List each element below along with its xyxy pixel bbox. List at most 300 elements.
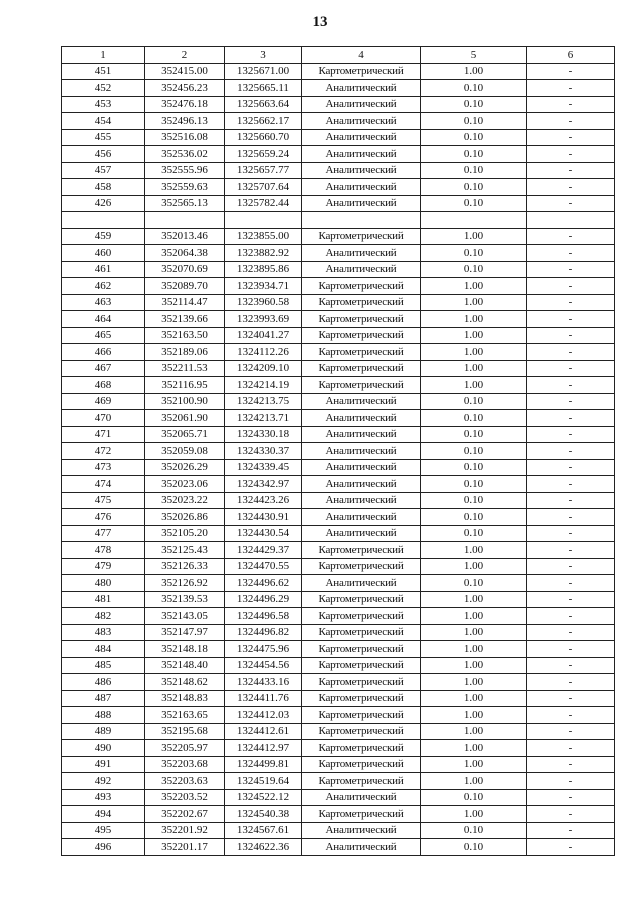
y-coordinate-cell: 1323895.86: [225, 261, 302, 278]
accuracy-cell: 1.00: [421, 278, 527, 295]
note-cell: -: [527, 822, 615, 839]
table-row: [62, 806, 615, 823]
accuracy-cell: 0.10: [421, 459, 527, 476]
accuracy-cell: 0.10: [421, 129, 527, 146]
point-number-cell: 487: [62, 690, 145, 707]
note-cell: -: [527, 344, 615, 361]
table-row: [62, 228, 615, 245]
y-coordinate-cell: 1324496.62: [225, 575, 302, 592]
method-cell: Аналитический: [302, 509, 421, 526]
y-coordinate-cell: 1324412.97: [225, 740, 302, 757]
table-row: [62, 344, 615, 361]
x-coordinate-cell: 352089.70: [145, 278, 225, 295]
method-cell: Аналитический: [302, 129, 421, 146]
point-number-cell: 473: [62, 459, 145, 476]
point-number-cell: 457: [62, 162, 145, 179]
y-coordinate-cell: 1323934.71: [225, 278, 302, 295]
accuracy-cell: 0.10: [421, 525, 527, 542]
table-body: [62, 63, 615, 855]
point-number-cell: 451: [62, 63, 145, 80]
method-cell: Картометрический: [302, 63, 421, 80]
note-cell: -: [527, 146, 615, 163]
point-number-cell: 475: [62, 492, 145, 509]
y-coordinate-cell: 1324213.71: [225, 410, 302, 427]
accuracy-cell: 0.10: [421, 822, 527, 839]
accuracy-cell: 0.10: [421, 476, 527, 493]
point-number-cell: 491: [62, 756, 145, 773]
method-cell: Аналитический: [302, 96, 421, 113]
x-coordinate-cell: 352415.00: [145, 63, 225, 80]
accuracy-cell: 0.10: [421, 245, 527, 262]
table-row: [62, 789, 615, 806]
accuracy-cell: 1.00: [421, 228, 527, 245]
y-coordinate-cell: 1325665.11: [225, 80, 302, 97]
column-header: 1: [62, 47, 145, 64]
x-coordinate-cell: 352023.22: [145, 492, 225, 509]
table-row: [62, 542, 615, 559]
method-cell: Аналитический: [302, 113, 421, 130]
note-cell: -: [527, 542, 615, 559]
method-cell: Картометрический: [302, 756, 421, 773]
y-coordinate-cell: 1324342.97: [225, 476, 302, 493]
table-row: [62, 525, 615, 542]
point-number-cell: 459: [62, 228, 145, 245]
y-coordinate-cell: 1324475.96: [225, 641, 302, 658]
table-row: [62, 443, 615, 460]
x-coordinate-cell: 352061.90: [145, 410, 225, 427]
accuracy-cell: 1.00: [421, 806, 527, 823]
x-coordinate-cell: 352125.43: [145, 542, 225, 559]
note-cell: -: [527, 377, 615, 394]
x-coordinate-cell: 352023.06: [145, 476, 225, 493]
x-coordinate-cell: 352205.97: [145, 740, 225, 757]
accuracy-cell: 1.00: [421, 558, 527, 575]
y-coordinate-cell: 1324454.56: [225, 657, 302, 674]
method-cell: Картометрический: [302, 278, 421, 295]
note-cell: -: [527, 476, 615, 493]
x-coordinate-cell: 352143.05: [145, 608, 225, 625]
x-coordinate-cell: 352211.53: [145, 360, 225, 377]
table-row: [62, 740, 615, 757]
x-coordinate-cell: 352139.53: [145, 591, 225, 608]
note-cell: -: [527, 360, 615, 377]
note-cell: -: [527, 245, 615, 262]
accuracy-cell: 1.00: [421, 311, 527, 328]
table-row: [62, 641, 615, 658]
table-row: [62, 822, 615, 839]
method-cell: Аналитический: [302, 459, 421, 476]
y-coordinate-cell: 1323960.58: [225, 294, 302, 311]
y-coordinate-cell: 1324496.58: [225, 608, 302, 625]
method-cell: Картометрический: [302, 806, 421, 823]
table-row: [62, 63, 615, 80]
y-coordinate-cell: 1324112.26: [225, 344, 302, 361]
method-cell: Картометрический: [302, 228, 421, 245]
table-row: [62, 723, 615, 740]
point-number-cell: 471: [62, 426, 145, 443]
point-number-cell: 458: [62, 179, 145, 196]
y-coordinate-cell: 1324430.91: [225, 509, 302, 526]
table-row: [62, 674, 615, 691]
x-coordinate-cell: 352116.95: [145, 377, 225, 394]
y-coordinate-cell: 1324567.61: [225, 822, 302, 839]
y-coordinate-cell: 1325671.00: [225, 63, 302, 80]
table-row: [62, 608, 615, 625]
x-coordinate-cell: 352026.29: [145, 459, 225, 476]
note-cell: -: [527, 756, 615, 773]
y-coordinate-cell: 1324622.36: [225, 839, 302, 856]
note-cell: -: [527, 575, 615, 592]
y-coordinate-cell: 1324496.29: [225, 591, 302, 608]
x-coordinate-cell: 352147.97: [145, 624, 225, 641]
method-cell: Аналитический: [302, 575, 421, 592]
x-coordinate-cell: 352064.38: [145, 245, 225, 262]
accuracy-cell: 1.00: [421, 542, 527, 559]
x-coordinate-cell: 352126.33: [145, 558, 225, 575]
y-coordinate-cell: 1324496.82: [225, 624, 302, 641]
x-coordinate-cell: 352114.47: [145, 294, 225, 311]
x-coordinate-cell: 352163.50: [145, 327, 225, 344]
x-coordinate-cell: 352148.62: [145, 674, 225, 691]
table-row: [62, 212, 615, 229]
point-number-cell: [62, 212, 145, 229]
x-coordinate-cell: 352203.68: [145, 756, 225, 773]
accuracy-cell: 0.10: [421, 426, 527, 443]
accuracy-cell: 1.00: [421, 624, 527, 641]
x-coordinate-cell: 352516.08: [145, 129, 225, 146]
note-cell: -: [527, 294, 615, 311]
note-cell: -: [527, 459, 615, 476]
x-coordinate-cell: 352456.23: [145, 80, 225, 97]
x-coordinate-cell: 352203.52: [145, 789, 225, 806]
method-cell: Аналитический: [302, 245, 421, 262]
x-coordinate-cell: 352100.90: [145, 393, 225, 410]
table-row: [62, 261, 615, 278]
method-cell: Аналитический: [302, 789, 421, 806]
column-header: 3: [225, 47, 302, 64]
y-coordinate-cell: 1324540.38: [225, 806, 302, 823]
x-coordinate-cell: 352555.96: [145, 162, 225, 179]
accuracy-cell: 1.00: [421, 591, 527, 608]
x-coordinate-cell: 352565.13: [145, 195, 225, 212]
note-cell: -: [527, 806, 615, 823]
x-coordinate-cell: 352139.66: [145, 311, 225, 328]
method-cell: Картометрический: [302, 591, 421, 608]
point-number-cell: 481: [62, 591, 145, 608]
method-cell: Картометрический: [302, 657, 421, 674]
note-cell: -: [527, 839, 615, 856]
column-header: 6: [527, 47, 615, 64]
x-coordinate-cell: 352070.69: [145, 261, 225, 278]
note-cell: -: [527, 657, 615, 674]
x-coordinate-cell: 352105.20: [145, 525, 225, 542]
point-number-cell: 456: [62, 146, 145, 163]
accuracy-cell: 0.10: [421, 393, 527, 410]
accuracy-cell: 1.00: [421, 377, 527, 394]
method-cell: Картометрический: [302, 360, 421, 377]
point-number-cell: 463: [62, 294, 145, 311]
table-row: [62, 575, 615, 592]
y-coordinate-cell: 1324412.61: [225, 723, 302, 740]
point-number-cell: 426: [62, 195, 145, 212]
accuracy-cell: 0.10: [421, 789, 527, 806]
x-coordinate-cell: 352148.83: [145, 690, 225, 707]
x-coordinate-cell: 352536.02: [145, 146, 225, 163]
table-row: [62, 96, 615, 113]
x-coordinate-cell: 352202.67: [145, 806, 225, 823]
point-number-cell: 452: [62, 80, 145, 97]
table-row: [62, 179, 615, 196]
point-number-cell: 483: [62, 624, 145, 641]
table-row: [62, 426, 615, 443]
table-row: [62, 245, 615, 262]
accuracy-cell: [421, 212, 527, 229]
header-row: [62, 47, 615, 64]
note-cell: -: [527, 525, 615, 542]
table-row: [62, 80, 615, 97]
accuracy-cell: 1.00: [421, 773, 527, 790]
table-row: [62, 476, 615, 493]
note-cell: -: [527, 591, 615, 608]
accuracy-cell: 1.00: [421, 657, 527, 674]
note-cell: -: [527, 707, 615, 724]
table-row: [62, 311, 615, 328]
accuracy-cell: 0.10: [421, 179, 527, 196]
accuracy-cell: 1.00: [421, 690, 527, 707]
y-coordinate-cell: 1323993.69: [225, 311, 302, 328]
method-cell: Картометрический: [302, 624, 421, 641]
table-row: [62, 195, 615, 212]
note-cell: -: [527, 261, 615, 278]
accuracy-cell: 0.10: [421, 839, 527, 856]
accuracy-cell: 0.10: [421, 113, 527, 130]
table-row: [62, 839, 615, 856]
y-coordinate-cell: 1324430.54: [225, 525, 302, 542]
method-cell: Аналитический: [302, 410, 421, 427]
method-cell: Картометрический: [302, 542, 421, 559]
x-coordinate-cell: 352189.06: [145, 344, 225, 361]
point-number-cell: 484: [62, 641, 145, 658]
table-row: [62, 707, 615, 724]
point-number-cell: 472: [62, 443, 145, 460]
accuracy-cell: 0.10: [421, 509, 527, 526]
note-cell: -: [527, 723, 615, 740]
point-number-cell: 476: [62, 509, 145, 526]
note-cell: -: [527, 690, 615, 707]
point-number-cell: 455: [62, 129, 145, 146]
point-number-cell: 453: [62, 96, 145, 113]
y-coordinate-cell: 1324041.27: [225, 327, 302, 344]
note-cell: -: [527, 558, 615, 575]
note-cell: -: [527, 80, 615, 97]
method-cell: Аналитический: [302, 146, 421, 163]
y-coordinate-cell: 1325662.17: [225, 113, 302, 130]
table-row: [62, 657, 615, 674]
table-row: [62, 756, 615, 773]
note-cell: -: [527, 443, 615, 460]
accuracy-cell: 0.10: [421, 80, 527, 97]
y-coordinate-cell: 1324411.76: [225, 690, 302, 707]
point-number-cell: 482: [62, 608, 145, 625]
accuracy-cell: 0.10: [421, 443, 527, 460]
point-number-cell: 495: [62, 822, 145, 839]
note-cell: -: [527, 789, 615, 806]
accuracy-cell: 0.10: [421, 410, 527, 427]
note-cell: -: [527, 492, 615, 509]
method-cell: Картометрический: [302, 327, 421, 344]
point-number-cell: 470: [62, 410, 145, 427]
x-coordinate-cell: 352013.46: [145, 228, 225, 245]
note-cell: -: [527, 228, 615, 245]
note-cell: -: [527, 195, 615, 212]
point-number-cell: 461: [62, 261, 145, 278]
table-row: [62, 393, 615, 410]
method-cell: Картометрический: [302, 674, 421, 691]
note-cell: -: [527, 162, 615, 179]
method-cell: Картометрический: [302, 773, 421, 790]
y-coordinate-cell: 1325660.70: [225, 129, 302, 146]
x-coordinate-cell: [145, 212, 225, 229]
note-cell: -: [527, 96, 615, 113]
y-coordinate-cell: 1324412.03: [225, 707, 302, 724]
coordinates-table: [61, 46, 615, 856]
note-cell: -: [527, 129, 615, 146]
table-row: [62, 162, 615, 179]
x-coordinate-cell: 352476.18: [145, 96, 225, 113]
method-cell: Аналитический: [302, 443, 421, 460]
accuracy-cell: 1.00: [421, 756, 527, 773]
point-number-cell: 468: [62, 377, 145, 394]
point-number-cell: 493: [62, 789, 145, 806]
table-row: [62, 113, 615, 130]
table-row: [62, 278, 615, 295]
note-cell: -: [527, 426, 615, 443]
note-cell: -: [527, 278, 615, 295]
accuracy-cell: 1.00: [421, 327, 527, 344]
table-header: [62, 47, 615, 64]
column-header: 5: [421, 47, 527, 64]
table-row: [62, 146, 615, 163]
accuracy-cell: 1.00: [421, 707, 527, 724]
x-coordinate-cell: 352559.63: [145, 179, 225, 196]
column-header: 4: [302, 47, 421, 64]
method-cell: [302, 212, 421, 229]
method-cell: Аналитический: [302, 426, 421, 443]
y-coordinate-cell: 1324330.18: [225, 426, 302, 443]
point-number-cell: 465: [62, 327, 145, 344]
y-coordinate-cell: 1325707.64: [225, 179, 302, 196]
y-coordinate-cell: 1324213.75: [225, 393, 302, 410]
y-coordinate-cell: 1325663.64: [225, 96, 302, 113]
method-cell: Картометрический: [302, 690, 421, 707]
accuracy-cell: 0.10: [421, 575, 527, 592]
y-coordinate-cell: 1324330.37: [225, 443, 302, 460]
y-coordinate-cell: 1324522.12: [225, 789, 302, 806]
method-cell: Аналитический: [302, 492, 421, 509]
note-cell: -: [527, 393, 615, 410]
y-coordinate-cell: [225, 212, 302, 229]
table-row: [62, 459, 615, 476]
table-row: [62, 690, 615, 707]
method-cell: Аналитический: [302, 195, 421, 212]
point-number-cell: 474: [62, 476, 145, 493]
method-cell: Аналитический: [302, 525, 421, 542]
table-row: [62, 294, 615, 311]
note-cell: -: [527, 311, 615, 328]
table-row: [62, 377, 615, 394]
table-row: [62, 558, 615, 575]
note-cell: -: [527, 63, 615, 80]
note-cell: -: [527, 113, 615, 130]
x-coordinate-cell: 352201.17: [145, 839, 225, 856]
x-coordinate-cell: 352065.71: [145, 426, 225, 443]
table-row: [62, 624, 615, 641]
method-cell: Картометрический: [302, 608, 421, 625]
y-coordinate-cell: 1324209.10: [225, 360, 302, 377]
accuracy-cell: 0.10: [421, 162, 527, 179]
y-coordinate-cell: 1324499.81: [225, 756, 302, 773]
y-coordinate-cell: 1324214.19: [225, 377, 302, 394]
x-coordinate-cell: 352026.86: [145, 509, 225, 526]
accuracy-cell: 0.10: [421, 146, 527, 163]
y-coordinate-cell: 1324429.37: [225, 542, 302, 559]
y-coordinate-cell: 1325782.44: [225, 195, 302, 212]
accuracy-cell: 0.10: [421, 261, 527, 278]
table-row: [62, 410, 615, 427]
accuracy-cell: 1.00: [421, 723, 527, 740]
note-cell: -: [527, 179, 615, 196]
x-coordinate-cell: 352496.13: [145, 113, 225, 130]
table-row: [62, 129, 615, 146]
accuracy-cell: 0.10: [421, 195, 527, 212]
point-number-cell: 490: [62, 740, 145, 757]
point-number-cell: 478: [62, 542, 145, 559]
x-coordinate-cell: 352201.92: [145, 822, 225, 839]
column-header: 2: [145, 47, 225, 64]
accuracy-cell: 0.10: [421, 492, 527, 509]
method-cell: Аналитический: [302, 162, 421, 179]
note-cell: -: [527, 740, 615, 757]
method-cell: Аналитический: [302, 476, 421, 493]
y-coordinate-cell: 1324433.16: [225, 674, 302, 691]
table-row: [62, 773, 615, 790]
point-number-cell: 460: [62, 245, 145, 262]
note-cell: -: [527, 327, 615, 344]
point-number-cell: 477: [62, 525, 145, 542]
method-cell: Аналитический: [302, 822, 421, 839]
page-number: 13: [312, 14, 328, 30]
point-number-cell: 469: [62, 393, 145, 410]
method-cell: Картометрический: [302, 344, 421, 361]
y-coordinate-cell: 1323882.92: [225, 245, 302, 262]
method-cell: Картометрический: [302, 311, 421, 328]
note-cell: -: [527, 509, 615, 526]
accuracy-cell: 0.10: [421, 96, 527, 113]
accuracy-cell: 1.00: [421, 294, 527, 311]
method-cell: Картометрический: [302, 377, 421, 394]
point-number-cell: 485: [62, 657, 145, 674]
y-coordinate-cell: 1324519.64: [225, 773, 302, 790]
y-coordinate-cell: 1325657.77: [225, 162, 302, 179]
y-coordinate-cell: 1325659.24: [225, 146, 302, 163]
note-cell: -: [527, 773, 615, 790]
x-coordinate-cell: 352148.18: [145, 641, 225, 658]
x-coordinate-cell: 352148.40: [145, 657, 225, 674]
note-cell: -: [527, 608, 615, 625]
method-cell: Аналитический: [302, 179, 421, 196]
x-coordinate-cell: 352163.65: [145, 707, 225, 724]
table-row: [62, 360, 615, 377]
